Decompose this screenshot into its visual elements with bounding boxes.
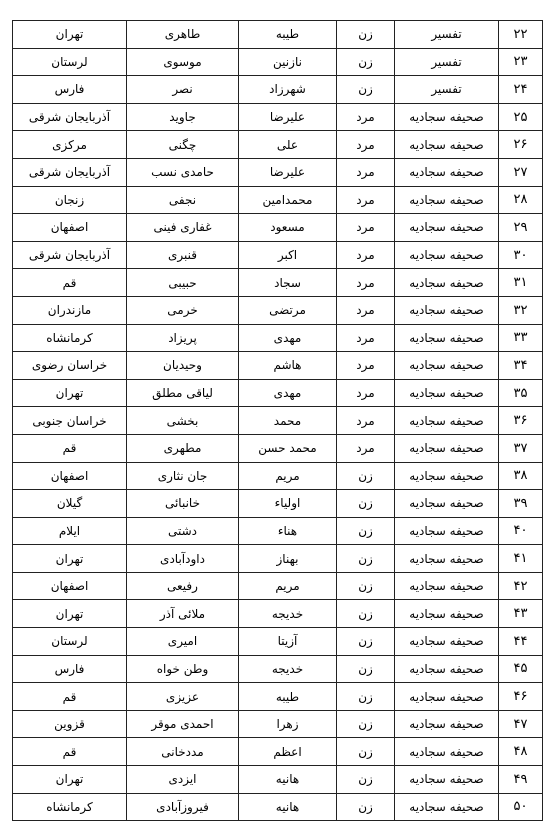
first-name-cell: طیبه [239,21,337,49]
subject-cell: صحیفه سجادیه [395,490,499,518]
gender-cell: زن [337,490,395,518]
province-cell: لرستان [13,48,127,76]
subject-cell: صحیفه سجادیه [395,407,499,435]
subject-cell: صحیفه سجادیه [395,241,499,269]
gender-cell: زن [337,628,395,656]
province-cell: گیلان [13,490,127,518]
province-cell: قزوین [13,710,127,738]
subject-cell: صحیفه سجادیه [395,766,499,794]
first-name-cell: علیرضا [239,103,337,131]
gender-cell: مرد [337,131,395,159]
last-name-cell: مددخانی [127,738,239,766]
subject-cell: تفسیر [395,21,499,49]
gender-cell: مرد [337,241,395,269]
first-name-cell: محمد [239,407,337,435]
table-row [13,296,543,324]
table-row [13,269,543,297]
last-name-cell: وحیدیان [127,352,239,380]
row-number-cell: ۳۶ [499,407,543,435]
gender-cell: زن [337,545,395,573]
first-name-cell: طیبه [239,683,337,711]
last-name-cell: حامدی نسب [127,158,239,186]
table-row [13,379,543,407]
first-name-cell: خدیجه [239,600,337,628]
subject-cell: صحیفه سجادیه [395,628,499,656]
table-row [13,766,543,794]
province-cell: آذربایجان شرقی [13,241,127,269]
first-name-cell: شهرزاد [239,76,337,104]
last-name-cell: جاوید [127,103,239,131]
subject-cell: صحیفه سجادیه [395,462,499,490]
subject-cell: صحیفه سجادیه [395,131,499,159]
subject-cell: صحیفه سجادیه [395,600,499,628]
row-number-cell: ۳۸ [499,462,543,490]
province-cell: کرمانشاه [13,324,127,352]
subject-cell: صحیفه سجادیه [395,379,499,407]
last-name-cell: نجفی [127,186,239,214]
row-number-cell: ۲۵ [499,103,543,131]
gender-cell: مرد [337,407,395,435]
province-cell: اصفهان [13,572,127,600]
gender-cell: زن [337,683,395,711]
table-row [13,76,543,104]
subject-cell: صحیفه سجادیه [395,738,499,766]
gender-cell: مرد [337,186,395,214]
table-row [13,738,543,766]
province-cell: تهران [13,379,127,407]
gender-cell: مرد [337,103,395,131]
table-row [13,462,543,490]
table-row [13,21,543,49]
province-cell: تهران [13,21,127,49]
table-row [13,158,543,186]
first-name-cell: هناء [239,517,337,545]
province-cell: اصفهان [13,214,127,242]
gender-cell: مرد [337,352,395,380]
table-row [13,352,543,380]
row-number-cell: ۲۶ [499,131,543,159]
gender-cell: زن [337,710,395,738]
gender-cell: مرد [337,214,395,242]
last-name-cell: داودآبادی [127,545,239,573]
last-name-cell: موسوی [127,48,239,76]
subject-cell: صحیفه سجادیه [395,324,499,352]
last-name-cell: امیری [127,628,239,656]
subject-cell: صحیفه سجادیه [395,655,499,683]
row-number-cell: ۳۹ [499,490,543,518]
results-table [12,20,543,821]
first-name-cell: نازنین [239,48,337,76]
province-cell: تهران [13,545,127,573]
last-name-cell: مطهری [127,434,239,462]
gender-cell: مرد [337,434,395,462]
province-cell: خراسان جنوبی [13,407,127,435]
table-row [13,324,543,352]
table-row [13,48,543,76]
province-cell: مازندران [13,296,127,324]
table-row [13,793,543,821]
row-number-cell: ۴۹ [499,766,543,794]
row-number-cell: ۴۰ [499,517,543,545]
subject-cell: صحیفه سجادیه [395,710,499,738]
subject-cell: صحیفه سجادیه [395,434,499,462]
province-cell: مرکزی [13,131,127,159]
last-name-cell: حبیبی [127,269,239,297]
subject-cell: صحیفه سجادیه [395,269,499,297]
table-row [13,655,543,683]
province-cell: لرستان [13,628,127,656]
last-name-cell: ملائی آذر [127,600,239,628]
last-name-cell: غفاری فینی [127,214,239,242]
gender-cell: زن [337,655,395,683]
row-number-cell: ۲۷ [499,158,543,186]
row-number-cell: ۲۹ [499,214,543,242]
table-row [13,103,543,131]
results-table-container [12,20,542,821]
table-row [13,710,543,738]
subject-cell: تفسیر [395,76,499,104]
last-name-cell: پریزاد [127,324,239,352]
gender-cell: زن [337,600,395,628]
gender-cell: زن [337,462,395,490]
first-name-cell: علیرضا [239,158,337,186]
row-number-cell: ۳۷ [499,434,543,462]
first-name-cell: اعظم [239,738,337,766]
first-name-cell: محمد حسن [239,434,337,462]
table-row [13,600,543,628]
last-name-cell: بخشی [127,407,239,435]
subject-cell: تفسیر [395,48,499,76]
row-number-cell: ۳۴ [499,352,543,380]
first-name-cell: مریم [239,462,337,490]
last-name-cell: عزیزی [127,683,239,711]
gender-cell: مرد [337,296,395,324]
table-row [13,572,543,600]
last-name-cell: لیاقی مطلق [127,379,239,407]
subject-cell: صحیفه سجادیه [395,214,499,242]
row-number-cell: ۲۴ [499,76,543,104]
table-row [13,683,543,711]
table-row [13,628,543,656]
first-name-cell: هاشم [239,352,337,380]
row-number-cell: ۴۷ [499,710,543,738]
row-number-cell: ۳۲ [499,296,543,324]
province-cell: قم [13,434,127,462]
subject-cell: صحیفه سجادیه [395,545,499,573]
row-number-cell: ۲۲ [499,21,543,49]
row-number-cell: ۳۵ [499,379,543,407]
subject-cell: صحیفه سجادیه [395,103,499,131]
last-name-cell: احمدی موقر [127,710,239,738]
province-cell: تهران [13,766,127,794]
first-name-cell: مریم [239,572,337,600]
row-number-cell: ۳۰ [499,241,543,269]
last-name-cell: نصر [127,76,239,104]
last-name-cell: جان نثاری [127,462,239,490]
gender-cell: مرد [337,324,395,352]
results-table-body [13,21,543,821]
gender-cell: زن [337,76,395,104]
first-name-cell: سجاد [239,269,337,297]
province-cell: زنجان [13,186,127,214]
gender-cell: مرد [337,158,395,186]
first-name-cell: مهدی [239,324,337,352]
subject-cell: صحیفه سجادیه [395,352,499,380]
last-name-cell: خرمی [127,296,239,324]
province-cell: تهران [13,600,127,628]
last-name-cell: خانبائی [127,490,239,518]
province-cell: ایلام [13,517,127,545]
first-name-cell: بهناز [239,545,337,573]
row-number-cell: ۵۰ [499,793,543,821]
subject-cell: صحیفه سجادیه [395,296,499,324]
gender-cell: زن [337,572,395,600]
province-cell: قم [13,269,127,297]
subject-cell: صحیفه سجادیه [395,517,499,545]
row-number-cell: ۲۸ [499,186,543,214]
table-row [13,545,543,573]
first-name-cell: محمدامین [239,186,337,214]
last-name-cell: فیروزآبادی [127,793,239,821]
last-name-cell: چگنی [127,131,239,159]
table-row [13,407,543,435]
last-name-cell: طاهری [127,21,239,49]
gender-cell: مرد [337,269,395,297]
gender-cell: زن [337,793,395,821]
province-cell: فارس [13,655,127,683]
first-name-cell: مسعود [239,214,337,242]
province-cell: قم [13,683,127,711]
row-number-cell: ۳۱ [499,269,543,297]
row-number-cell: ۴۴ [499,628,543,656]
row-number-cell: ۴۱ [499,545,543,573]
province-cell: خراسان رضوی [13,352,127,380]
first-name-cell: مرتضی [239,296,337,324]
row-number-cell: ۳۳ [499,324,543,352]
subject-cell: صحیفه سجادیه [395,793,499,821]
first-name-cell: آزیتا [239,628,337,656]
province-cell: آذربایجان شرقی [13,158,127,186]
gender-cell: زن [337,21,395,49]
table-row [13,241,543,269]
first-name-cell: اکبر [239,241,337,269]
row-number-cell: ۴۵ [499,655,543,683]
gender-cell: مرد [337,379,395,407]
table-row [13,131,543,159]
gender-cell: زن [337,766,395,794]
first-name-cell: خدیجه [239,655,337,683]
table-row [13,214,543,242]
first-name-cell: هانیه [239,793,337,821]
subject-cell: صحیفه سجادیه [395,683,499,711]
last-name-cell: وطن خواه [127,655,239,683]
table-row [13,517,543,545]
table-row [13,434,543,462]
row-number-cell: ۴۸ [499,738,543,766]
row-number-cell: ۲۳ [499,48,543,76]
subject-cell: صحیفه سجادیه [395,158,499,186]
last-name-cell: دشتی [127,517,239,545]
table-row [13,186,543,214]
first-name-cell: مهدی [239,379,337,407]
first-name-cell: زهرا [239,710,337,738]
province-cell: فارس [13,76,127,104]
province-cell: اصفهان [13,462,127,490]
gender-cell: زن [337,48,395,76]
first-name-cell: علی [239,131,337,159]
row-number-cell: ۴۳ [499,600,543,628]
table-row [13,490,543,518]
first-name-cell: اولیاء [239,490,337,518]
province-cell: کرمانشاه [13,793,127,821]
gender-cell: زن [337,517,395,545]
row-number-cell: ۴۲ [499,572,543,600]
province-cell: قم [13,738,127,766]
subject-cell: صحیفه سجادیه [395,186,499,214]
province-cell: آذربایجان شرقی [13,103,127,131]
first-name-cell: هانیه [239,766,337,794]
subject-cell: صحیفه سجادیه [395,572,499,600]
gender-cell: زن [337,738,395,766]
last-name-cell: رفیعی [127,572,239,600]
row-number-cell: ۴۶ [499,683,543,711]
last-name-cell: ایزدی [127,766,239,794]
last-name-cell: قنبری [127,241,239,269]
